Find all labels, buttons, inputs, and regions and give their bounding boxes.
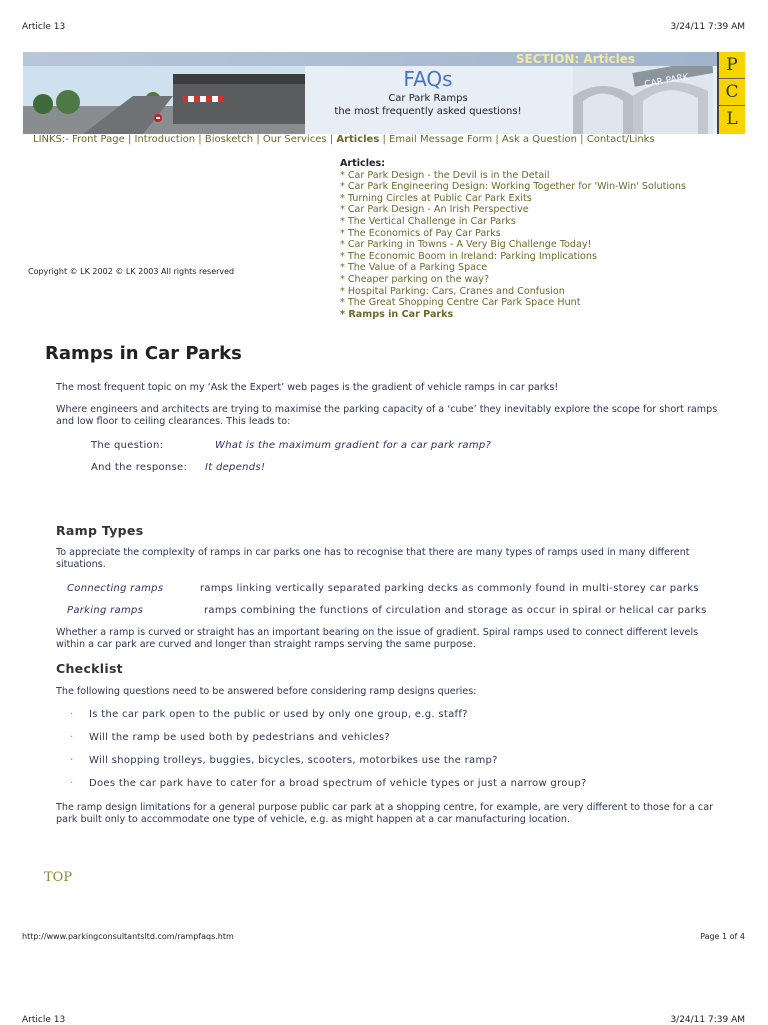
checklist-item [70,709,468,720]
faq-subtitle: Car Park Ramps [388,93,468,104]
closing-paragraph: The ramp design limitations for a general purpose public car park at a shopping centre, for example, are very different to those for a car park built only to accommodate one type of vehicle, e.g. as might happen at a car manufacturing location. [56,802,714,825]
logo-letter-c: C [719,79,745,106]
faq-heading-block [323,66,533,118]
checklist-item-text: Does the car park have to cater for a broad spectrum of vehicle types or just a narrow group? [89,778,587,789]
pcl-logo[interactable] [717,52,745,134]
print-footer-right: 3/24/11 7:39 AM [670,1015,745,1025]
print-header-right: 3/24/11 7:39 AM [670,22,745,32]
page-title: Ramps in Car Parks [45,343,242,364]
copyright-notice: Copyright © LK 2002 © LK 2003 All rights reserved [28,267,235,276]
nav-link-articles[interactable]: Articles [336,134,380,145]
links-prefix: LINKS:- [33,134,69,145]
ramp-type-name: Parking ramps [67,605,144,616]
checklist-item [70,732,390,743]
print-header-left: Article 13 [22,22,66,32]
article-link[interactable]: * Turning Circles at Public Car Park Exits [340,192,532,204]
article-link[interactable]: * Hospital Parking: Cars, Cranes and Confusion [340,285,565,297]
article-link[interactable]: * The Vertical Challenge in Car Parks [340,215,516,227]
ramp-types-heading: Ramp Types [56,523,144,538]
question-text: What is the maximum gradient for a car park ramp? [215,440,492,451]
logo-letter-p: P [719,52,745,79]
checklist-item-text: Will shopping trolleys, buggies, bicycles, scooters, motorbikes use the ramp? [89,755,498,766]
answer-label: And the response: [91,462,188,473]
print-footer-left: Article 13 [22,1015,66,1025]
car-park-sign-text: CAR PARK [643,72,690,91]
article-link[interactable]: * The Great Shopping Centre Car Park Space Hunt [340,297,581,309]
bullet: · [70,778,74,789]
article-link[interactable]: * Car Parking in Towns - A Very Big Challenge Today! [340,239,592,251]
checklist-item [70,778,587,789]
intro-paragraph-2: Where engineers and architects are trying to maximise the parking capacity of a ‘cube’ they inevitably explore the scope for short ramps and low floor to ceiling clearances. This leads to: [56,404,718,427]
checklist-intro: The following questions need to be answered before considering ramp designs queries: [56,686,477,697]
ramp-types-outro: Whether a ramp is curved or straight has an important bearing on the issue of gradient. Spiral ramps used to connect different levels within a car park are curved and longer than straight ramps serving the same purpose. [56,627,699,650]
checklist-item-text: Will the ramp be used both by pedestrians and vehicles? [89,732,391,743]
ramp-type-name: Connecting ramps [67,583,164,594]
nav-link-introduction[interactable]: Introduction [134,134,196,145]
nav-link-contact[interactable]: Contact/Links [586,134,655,145]
section-label: SECTION: Articles [515,52,635,66]
article-link[interactable]: * Cheaper parking on the way? [340,273,490,285]
print-footer-page: Page 1 of 4 [700,932,745,941]
faq-tagline: the most frequently asked questions! [334,106,522,117]
links-nav: LINKS:- Front Page | Introduction | Biosketch | Our Services | Articles | Email Message Form | Ask a Question | Contact/Links [33,134,655,145]
nav-link-email-form[interactable]: Email Message Form [389,134,493,145]
article-link[interactable]: * The Economic Boom in Ireland: Parking Implications [340,250,597,262]
articles-heading: Articles: [340,158,386,169]
site-banner [23,52,745,134]
nav-link-ask-question[interactable]: Ask a Question [501,134,577,145]
article-link[interactable]: * Car Park Design - An Irish Perspective [340,204,529,216]
checklist-item [70,755,498,766]
logo-letter-l: L [726,109,738,129]
checklist-heading: Checklist [56,661,123,676]
bullet: · [70,755,74,766]
nav-link-biosketch[interactable]: Biosketch [204,134,254,145]
print-footer-url: http://www.parkingconsultantsltd.com/rampfaqs.htm [22,932,234,941]
checklist-item-text: Is the car park open to the public or used by only one group, e.g. staff? [89,709,468,720]
ramp-type-desc: ramps combining the functions of circulation and storage as occur in spiral or helical car parks [204,605,707,616]
nav-link-front-page[interactable]: Front Page [72,134,125,145]
bullet: · [70,709,74,720]
ramp-type-desc: ramps linking vertically separated parking decks as commonly found in multi-storey car parks [200,583,699,594]
nav-link-our-services[interactable]: Our Services [262,134,327,145]
car-park-arch-graphic [573,66,713,134]
articles-list [340,158,686,320]
ramp-types-intro: To appreciate the complexity of ramps in car parks one has to recognise that there are many types of ramps used in many different situations. [56,547,690,570]
article-link[interactable]: * Car Park Design - the Devil is in the Detail [340,169,550,181]
question-label: The question: [91,440,164,451]
banner-strip [23,52,745,66]
car-park-ramp-photo [23,66,305,134]
article-link[interactable]: * The Value of a Parking Space [340,262,488,274]
faq-title: FAQs [403,67,453,91]
intro-paragraph: The most frequent topic on my ‘Ask the Expert’ web pages is the gradient of vehicle ramps in car parks! [56,382,559,393]
answer-text: It depends! [205,462,266,473]
article-link[interactable]: * Car Park Engineering Design: Working Together for 'Win-Win' Solutions [340,181,686,193]
article-link[interactable]: * The Economics of Pay Car Parks [340,227,501,239]
article-link-current[interactable]: * Ramps in Car Parks [340,308,454,320]
bullet: · [70,732,74,743]
top-link[interactable]: TOP [44,870,73,885]
